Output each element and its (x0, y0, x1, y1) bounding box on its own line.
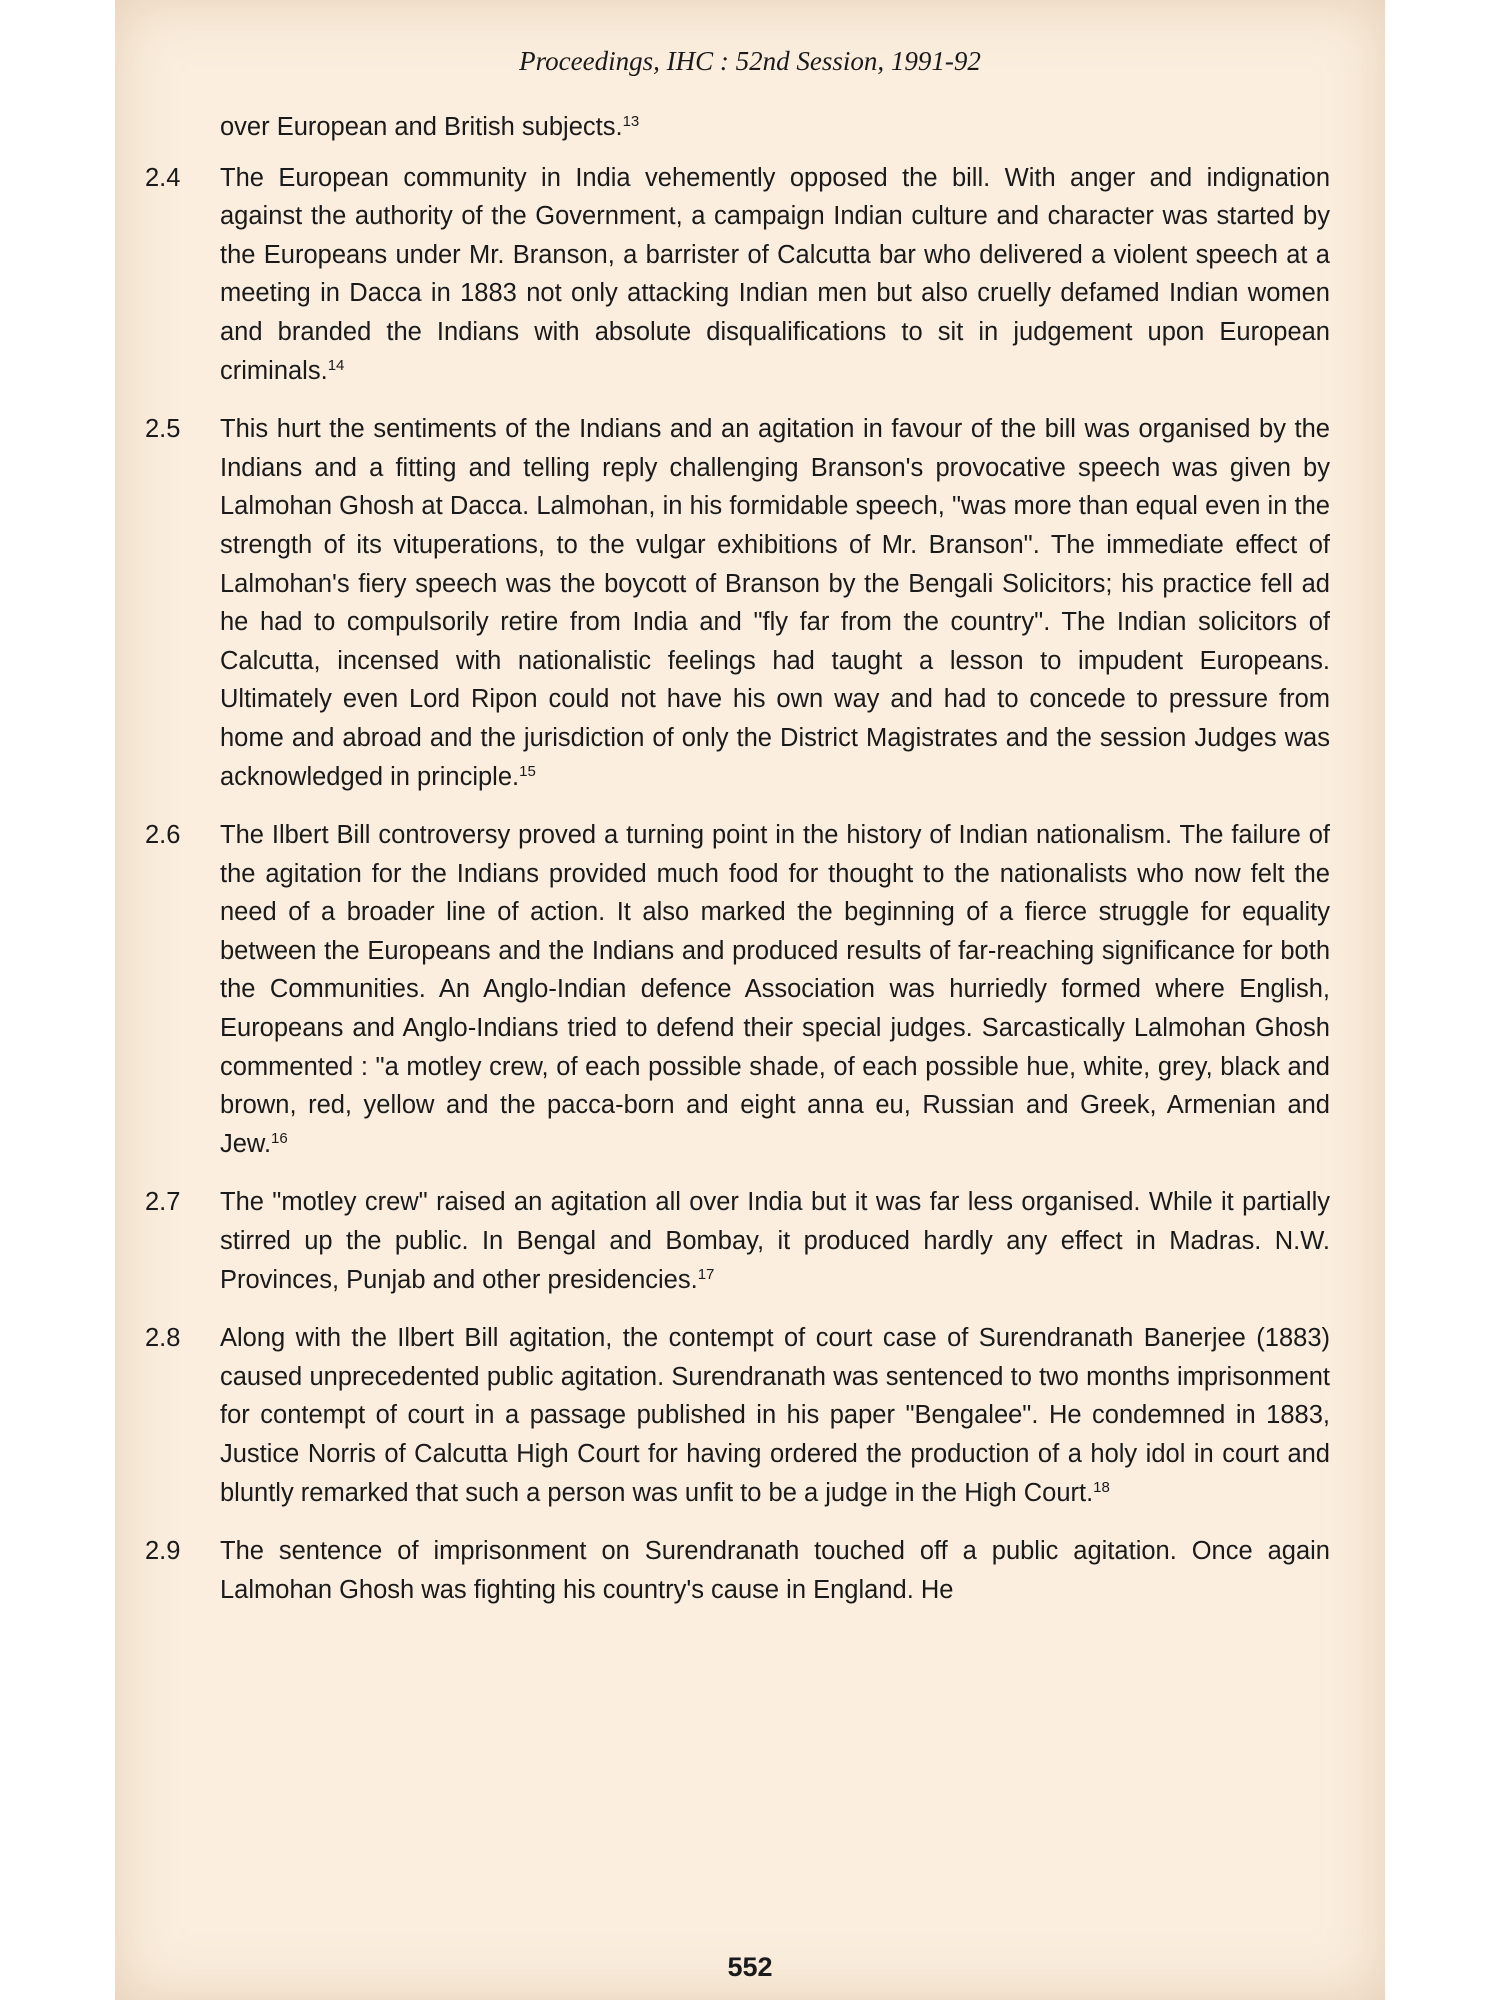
paragraph-number: 2.8 (145, 1324, 181, 1353)
paragraph-2-8 (145, 1319, 1330, 1512)
footnote-marker: 18 (1093, 1478, 1110, 1496)
paragraph-2-5 (145, 410, 1330, 796)
paragraph-2-4 (145, 159, 1330, 391)
paragraph-number: 2.4 (145, 163, 181, 192)
paragraph-text: The European community in India vehemently opposed the bill. With anger and indignation against the authority of the Government, a campaign Indian culture and character was started by the Europeans under Mr. Branson, a barrister of Calcutta bar who delivered a violent speech at a meeting in Dacca in 1883 not only attacking Indian men but also cruelly defamed Indian women and branded the Indians with absolute disqualifications to sit in judgement upon European criminals. (220, 163, 1330, 385)
footnote-marker: 16 (271, 1129, 288, 1147)
paragraph-continuation (145, 108, 1330, 147)
paragraph-text: The "motley crew" raised an agitation all over India but it was far less organised. While it partially stirred up the public. In Bengal and Bombay, it produced hardly any effect in Madras. N.W. Provinces, Punjab and other presidencies. (220, 1188, 1330, 1294)
paragraph-number: 2.9 (145, 1537, 181, 1566)
footnote-marker: 13 (622, 113, 640, 130)
paragraph-number: 2.5 (145, 415, 181, 444)
paragraph-text: This hurt the sentiments of the Indians and an agitation in favour of the bill was organised by the Indians and a fitting and telling reply challenging Branson's provocative speech was given by Lalmohan Ghosh at Dacca. Lalmohan, in his formidable speech, "was more than equal even in the strength of its vituperations, to the vulgar exhibitions of Mr. Branson". The immediate effect of Lalmohan's fiery speech was the boycott of Branson by the Bengali Solicitors; his practice fell ad he had to compulsorily retire from India and "fly far from the country". The Indian solicitors of Calcutta, incensed with nationalistic feelings had taught a lesson to impudent Europeans. Ultimately even Lord Ripon could not have his own way and had to concede to pressure from home and abroad and the jurisdiction of only the District Magistrates and the session Judges was acknowledged in principle. (220, 415, 1330, 791)
document-body (145, 108, 1330, 1629)
paragraph-2-6 (145, 816, 1330, 1163)
paragraph-text: over European and British subjects. (220, 113, 623, 141)
footnote-marker: 15 (519, 762, 536, 780)
paragraph-text: The sentence of imprisonment on Surendranath touched off a public agitation. Once again Lalmohan Ghosh was fighting his country's cause in England. He (220, 1537, 1330, 1604)
paragraph-text: Along with the Ilbert Bill agitation, the contempt of court case of Surendranath Banerjee (1883) caused unprecedented public agitation. Surendranath was sentenced to two months imprisonment for contempt of court in a passage published in his paper "Bengalee". He condemned in 1883, Justice Norris of Calcutta High Court for having ordered the production of a holy idol in court and bluntly remarked that such a person was unfit to be a judge in the High Court. (220, 1324, 1330, 1507)
paragraph-number: 2.6 (145, 821, 181, 850)
document-page (115, 0, 1385, 2000)
paragraph-2-9 (145, 1532, 1330, 1609)
running-header: Proceedings, IHC : 52nd Session, 1991-92 (519, 46, 981, 76)
paragraph-2-7 (145, 1183, 1330, 1299)
footnote-marker: 14 (327, 356, 345, 374)
page-number: 552 (727, 1952, 773, 1982)
paragraph-text: The Ilbert Bill controversy proved a turning point in the history of Indian nationalism. The failure of the agitation for the Indians provided much food for thought to the nationalists who now felt the need of a broader line of action. It also marked the beginning of a fierce struggle for equality between the Europeans and the Indians and produced results of far-reaching significance for both the Communities. An Anglo-Indian defence Association was hurriedly formed where English, Europeans and Anglo-Indians tried to defend their special judges. Sarcastically Lalmohan Ghosh commented : "a motley crew, of each possible shade, of each possible hue, white, grey, black and brown, red, yellow and the pacca-born and eight anna eu, Russian and Greek, Armenian and Jew. (220, 821, 1330, 1158)
paragraph-number: 2.7 (145, 1188, 181, 1217)
footnote-marker: 17 (697, 1265, 715, 1283)
